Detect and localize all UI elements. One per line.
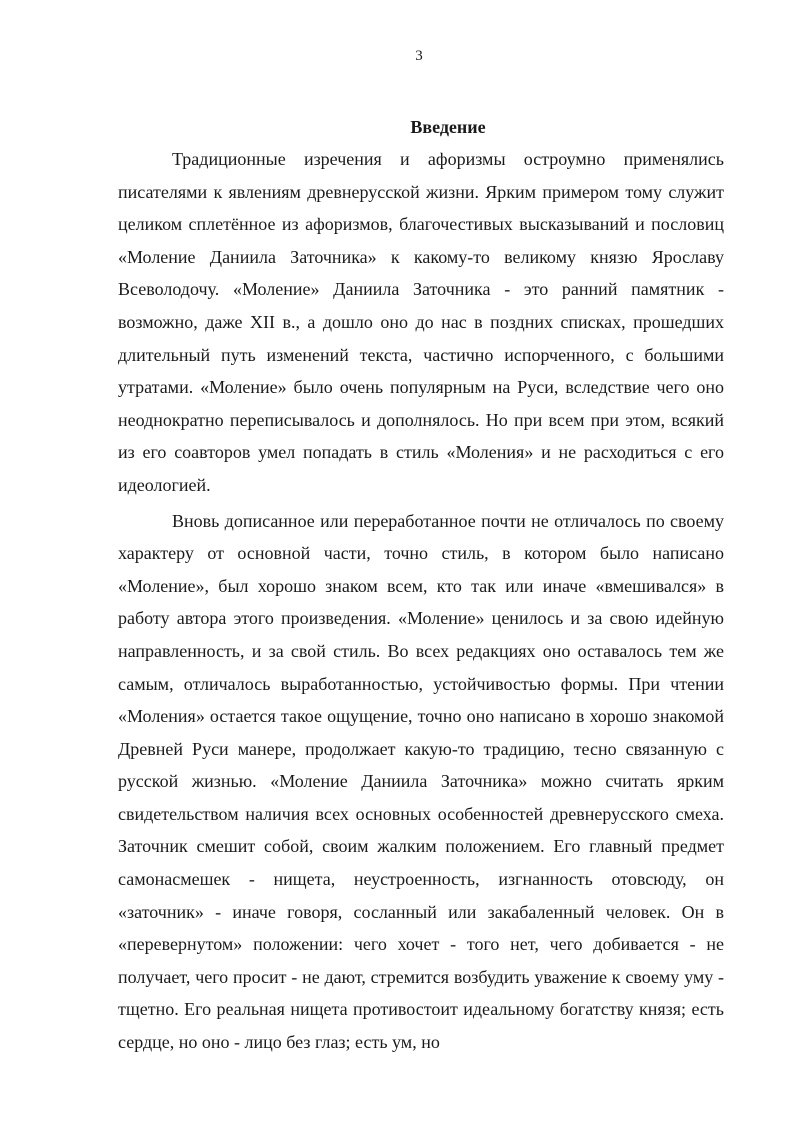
body-text: [118, 143, 724, 1059]
section-heading: Введение: [410, 117, 486, 137]
page-number: 3: [415, 48, 423, 64]
paragraph-2: Вновь дописанное или переработанное почти не отличалось по своему характеру от основной части, точно стиль, в котором было написано «Моление», был хорошо знаком всем, кто так или иначе «вмешивался» в работу автора этого произведения. «Моление» ценилось и за свою идейную направленность, и за свой стиль. Во всех редакциях оно оставалось тем же самым, отличалось выработанностью, устойчивостью формы. При чтении «Моления» остается такое ощущение, точно оно написано в хорошо знакомой Древней Руси манере, продолжает какую-то традицию, тесно связанную с русской жизнью. «Моление Даниила Заточника» можно считать ярким свидетельством наличия всех основных особенностей древнерусского смеха. Заточник смешит собой, своим жалким положением. Его главный предмет самонасмешек - нищета, неустроенность, изгнанность отовсюду, он «заточник» - иначе говоря, сосланный или закабаленный человек. Он в «перевернутом» положении: чего хочет - того нет, чего добивается - не получает, чего просит - не дают, стремится возбудить уважение к своему уму - тщетно. Его реальная нищета противостоит идеальному богатству князя; есть сердце, но оно - лицо без глаз; есть ум, но: [118, 510, 724, 1053]
paragraph-1: Традиционные изречения и афоризмы остроумно применялись писателями к явлениям древнерусской жизни. Ярким примером тому служит целиком сплетённое из афоризмов, благочестивых высказываний и пословиц «Моление Даниила Заточника» к какому-то великому князю Ярославу Всеволодочу. «Моление» Даниила Заточника - это ранний памятник - возможно, даже XII в., а дошло оно до нас в поздних списках, прошедших длительный путь изменений текста, частично испорченного, с большими утратами. «Моление» было очень популярным на Руси, вследствие чего оно неоднократно переписывалось и дополнялось. Но при всем при этом, всякий из его соавторов умел попадать в стиль «Моления» и не расходиться с его идеологией.: [118, 149, 724, 495]
